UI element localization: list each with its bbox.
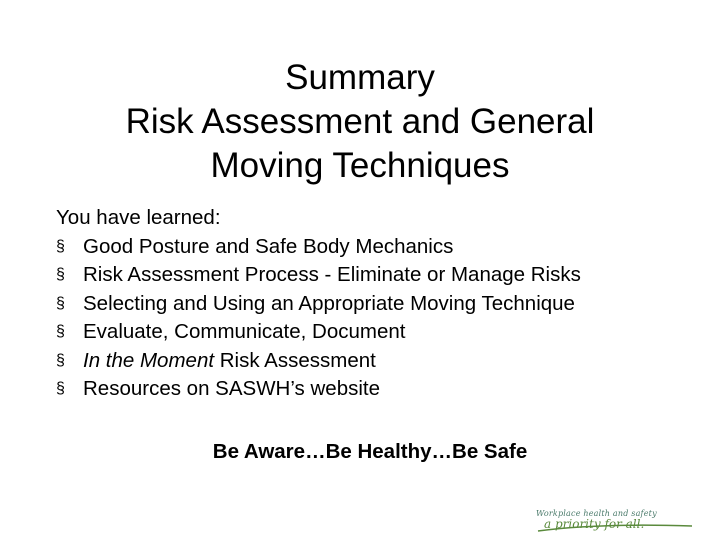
tagline: Be Aware…Be Healthy…Be Safe: [212, 440, 528, 463]
bullet-icon: §: [56, 351, 65, 369]
bullet-icon: §: [56, 294, 65, 312]
list-item-text: Resources on SASWH’s website: [83, 377, 380, 400]
list-item-italic-text: In the Moment: [83, 348, 215, 372]
list-item-text: Selecting and Using an Appropriate Moving Technique: [83, 291, 575, 315]
list-item: [56, 375, 696, 404]
logo-line1: Workplace health and safety: [536, 509, 657, 518]
list-item-text: Risk Assessment Process - Eliminate or Manage Risks: [83, 263, 581, 286]
list-item: [56, 261, 696, 290]
title-line: Risk Assessment and General: [125, 102, 595, 141]
bullet-icon: §: [56, 237, 65, 255]
list-item: [56, 318, 696, 347]
bullet-list: [56, 233, 696, 404]
list-item: [56, 233, 696, 262]
footer-logo: [536, 509, 696, 533]
title-line: Summary: [285, 58, 435, 97]
bullet-icon: §: [56, 266, 65, 283]
list-item-text: Good Posture and Safe Body Mechanics: [83, 234, 454, 258]
title-line: Moving Techniques: [210, 146, 510, 185]
list-item-text: Evaluate, Communicate, Document: [83, 320, 406, 343]
list-item: [56, 290, 696, 319]
list-item-text: Risk Assessment: [214, 348, 376, 372]
bullet-icon: §: [56, 380, 65, 397]
list-item: [56, 347, 696, 376]
intro-text: You have learned:: [56, 206, 221, 229]
slide-title: [40, 56, 680, 188]
slide-body: [56, 204, 696, 404]
logo-line2: a priority for all.: [544, 517, 645, 531]
bullet-icon: §: [56, 323, 65, 340]
